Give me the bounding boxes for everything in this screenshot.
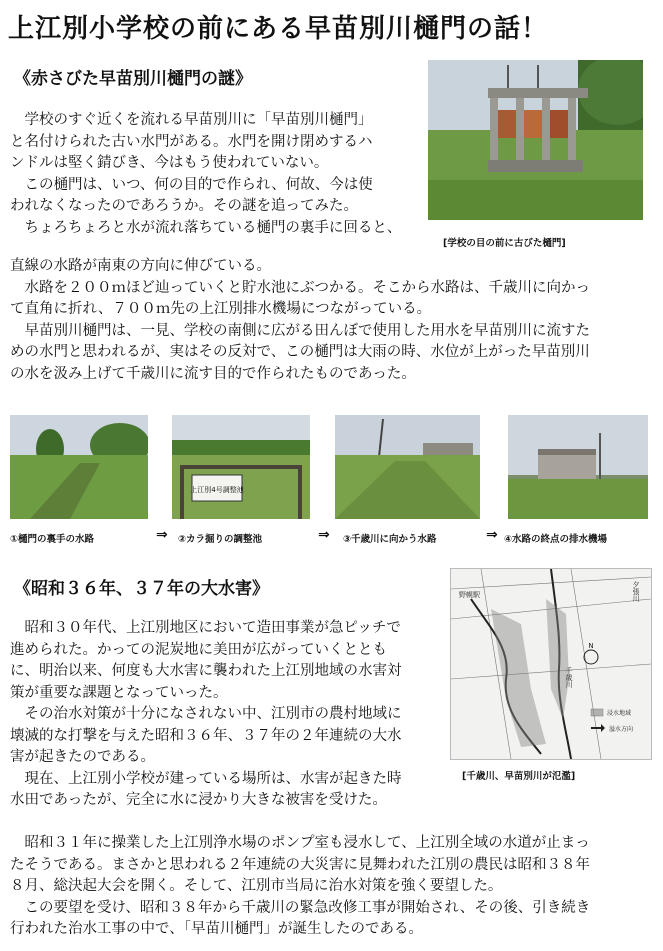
text-line: われなくなったのであろうか。その謎を追ってみた。 — [10, 198, 358, 214]
text-line: この樋門は、いつ、何の目的で作られ、何故、今は使 — [10, 176, 373, 193]
canal-illustration — [335, 415, 480, 519]
text-line: て直角に折れ、７００ｍ先の上江別排水機場につながっている。 — [10, 301, 432, 317]
flood-map — [450, 568, 652, 760]
text-line: 昭和３１年に操業した上江別浄水場のポンプ室も浸水して、上江別全域の水道が止まっ — [10, 835, 590, 851]
sluice-photo-caption: [学校の目の前に古びた樋門] — [443, 238, 566, 249]
photo-caption-4: ④水路の終点の排水機場 — [504, 534, 608, 545]
text-line: 進められた。かっての泥炭地に美田が広がっていくととも — [10, 641, 387, 658]
text-line: と名付けられた古い水門がある。水門を開け閉めするハ — [10, 133, 373, 150]
waterway-illustration — [10, 415, 148, 519]
text-line: 水路を２００ｍほど辿っていくと貯水池にぶつかる。そこから水路は、千歳川に向かっ — [10, 279, 590, 296]
text-line: 直線の水路が南東の方向に伸びている。 — [10, 258, 271, 274]
arrow-right-icon: ⇒ — [486, 527, 498, 543]
map-caption: [千歳川、早苗別川が氾濫] — [462, 771, 576, 782]
pond-illustration — [172, 415, 310, 519]
pumping-station-photo-4 — [508, 415, 648, 519]
text-line: この要望を受け、昭和３８年から千歳川の緊急改修工事が開始され、その後、引き続き — [10, 899, 591, 916]
text-line: 害が起きたのである。 — [10, 749, 155, 765]
text-line: その治水対策が十分になされない中、江別市の農村地域に — [10, 706, 402, 722]
canal-photo-3 — [335, 415, 480, 519]
photo-caption-2: ②カラ掘りの調整池 — [178, 534, 263, 545]
text-line: 行われた治水工事の中で、「早苗川樋門」が誕生したのである。 — [10, 921, 423, 937]
photo-caption-1: ①樋門の裏手の水路 — [10, 534, 95, 545]
sluice-gate-photo — [428, 60, 643, 220]
map-label-north: N — [588, 642, 594, 650]
text-line: 壊滅的な打撃を与えた昭和３６年、３７年の２年連続の大水 — [10, 727, 402, 744]
section2-heading: 《昭和３６年、３７年の大水害》 — [14, 579, 269, 599]
section1-heading: 《赤さびた早苗別川樋門の謎》 — [14, 69, 252, 89]
text-line: たそうである。まさかと思われる２年連続の大災害に見舞われた江別の農民は昭和３８年 — [10, 856, 590, 873]
arrow-right-icon: ⇒ — [318, 527, 330, 543]
arrow-right-icon: ⇒ — [156, 527, 168, 543]
pond-photo-2 — [172, 415, 310, 519]
text-line: 現在、上江別小学校が建っている場所は、水害が起きた時 — [10, 770, 402, 787]
map-label-river2: 千歳川 — [565, 667, 573, 688]
pumping-station-illustration — [508, 415, 648, 519]
section2-text-narrow — [10, 618, 445, 812]
photo-caption-3: ③千歳川に向かう水路 — [343, 534, 437, 545]
compass-icon — [584, 650, 598, 664]
text-line: の水を汲み上げて千歳川に流す目的で作られたものであった。 — [10, 365, 416, 382]
page-title: 上江別小学校の前にある早苗別川樋門の話！ — [8, 14, 549, 44]
map-legend-1: 浸水地域 — [607, 710, 632, 717]
text-line: 早苗別川樋門は、一見、学校の南側に広がる田んぼで使用した用水を早苗別川に流すた — [10, 322, 590, 339]
text-line: めの水門と思われるが、実はその反対で、この樋門は大雨の時、水位が上がった早苗別川 — [10, 344, 590, 360]
sluice-gate-illustration — [428, 60, 643, 220]
text-line: ８月、総決起大会を開く。そして、江別市当局に治水対策を強く要望した。 — [10, 878, 503, 894]
waterway-photo-1 — [10, 415, 148, 519]
text-line: に、明治以来、何度も大水害に襲われた上江別地域の水害対 — [10, 663, 402, 679]
section1-text-narrow — [10, 110, 422, 239]
text-line: 水田であったが、完全に水に浸かり大きな被害を受けた。 — [10, 792, 387, 808]
text-line: ちょろちょろと水が流れ落ちている樋門の裏手に回ると、 — [10, 219, 402, 236]
legend-arrow-icon — [591, 724, 605, 732]
section1-text-full — [10, 256, 655, 385]
legend-flood-area-swatch — [591, 709, 603, 716]
text-line: ンドルは堅く錆びき、今はもう使われていない。 — [10, 155, 329, 171]
text-line: 学校のすぐ近くを流れる早苗別川に「早苗別川樋門」 — [10, 112, 373, 128]
text-line: 策が重要な課題となっていった。 — [10, 684, 228, 701]
map-label-river1: 夕張川 — [632, 581, 640, 602]
map-legend-2: 溢水方向 — [609, 726, 634, 733]
map-label-station: 野幌駅 — [459, 591, 480, 599]
text-line: 昭和３０年代、上江別地区において造田事業が急ピッチで — [10, 620, 401, 636]
pond-sign-text: 上江別4号調整池 — [190, 486, 244, 494]
flood-map-illustration — [451, 569, 651, 759]
section2-text-full — [10, 833, 655, 941]
